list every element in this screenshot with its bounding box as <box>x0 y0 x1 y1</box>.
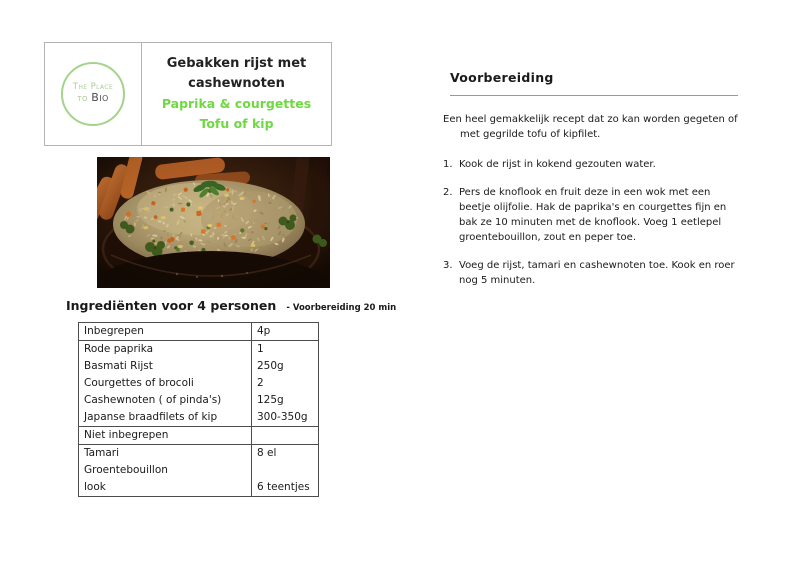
recipe-title: Gebakken rijst met cashewnoten <box>166 56 307 92</box>
logo-line1: The Place <box>72 81 114 92</box>
ingredient-name: Courgettes of brocoli <box>84 377 194 389</box>
step-text: Kook de rijst in kokend gezouten water. <box>459 159 656 170</box>
step-text: Pers de knoflook en fruit deze in een wok met een beetje olijfolie. Hak de paprika's en courgettes fijn en bak ze 10 minuten met de knoflook. Voeg 1 eetlepel groentebouillon, zout en peper toe. <box>459 187 727 243</box>
ingredient-qty: 8 el <box>252 445 319 463</box>
preparation-intro: Een heel gemakkelijk recept dat zo kan worden gegeten of met gegrilde tofu of kipfilet. <box>443 114 738 140</box>
ingredient-qty: 4p <box>252 323 319 341</box>
ingredient-row <box>79 358 319 375</box>
ingredient-row <box>79 392 319 409</box>
ingredient-name: Niet inbegrepen <box>84 429 169 441</box>
ingredient-qty: 125g <box>252 392 319 409</box>
logo-brand: Bio <box>91 91 109 105</box>
ingredient-name: look <box>84 481 106 493</box>
fried-rice-photo-illustration <box>97 157 330 288</box>
preparation-section <box>443 70 742 288</box>
ingredient-qty: 250g <box>252 358 319 375</box>
recipe-subtitle-1: Paprika & courgettes <box>161 96 312 112</box>
ingredients-heading-note: - Voorbereiding 20 min <box>286 303 397 313</box>
ingredients-heading-main: Ingrediënten voor 4 personen <box>66 298 277 313</box>
title-cell <box>142 43 331 145</box>
ingredient-name: Cashewnoten ( of pinda's) <box>84 394 222 406</box>
recipe-header-box <box>44 42 332 146</box>
ingredients-section-0 <box>79 323 319 341</box>
ingredient-name: Inbegrepen <box>84 325 144 337</box>
ingredient-name: Basmati Rijst <box>84 360 153 372</box>
ingredient-qty <box>252 427 319 445</box>
ingredient-qty: 300-350g <box>252 409 319 427</box>
heading-rule <box>450 95 738 96</box>
ingredients-section-2 <box>79 427 319 445</box>
logo-line2: to Bio <box>77 91 109 105</box>
step-number: 2. <box>443 187 453 198</box>
ingredient-qty: 2 <box>252 375 319 392</box>
ingredient-qty <box>252 462 319 479</box>
preparation-steps <box>443 157 742 288</box>
ingredient-name: Japanse braadfilets of kip <box>84 411 218 423</box>
prep-step-1 <box>443 157 742 172</box>
ingredient-row <box>79 323 319 341</box>
ingredient-row <box>79 427 319 445</box>
step-number: 1. <box>443 159 453 170</box>
ingredients-heading <box>66 295 396 314</box>
ingredients-section-3 <box>79 445 319 497</box>
ingredient-qty: 6 teentjes <box>252 479 319 497</box>
ingredient-qty: 1 <box>252 341 319 359</box>
ingredient-name: Rode paprika <box>84 343 154 355</box>
preparation-heading: Voorbereiding <box>450 70 554 85</box>
ingredient-name: Tamari <box>84 447 120 459</box>
ingredients-section-1 <box>79 341 319 427</box>
step-text: Voeg de rijst, tamari en cashewnoten toe. Kook en roer nog 5 minuten. <box>459 260 735 286</box>
brand-logo <box>61 62 125 126</box>
ingredient-row <box>79 462 319 479</box>
logo-cell <box>45 43 142 145</box>
recipe-subtitle-2: Tofu of kip <box>199 116 274 132</box>
prep-step-2 <box>443 185 742 245</box>
ingredient-row <box>79 341 319 359</box>
ingredient-row <box>79 479 319 497</box>
prep-step-3 <box>443 258 742 288</box>
ingredient-row <box>79 445 319 463</box>
ingredient-name: Groentebouillon <box>84 464 168 476</box>
ingredients-table <box>78 322 319 497</box>
step-number: 3. <box>443 260 453 271</box>
ingredient-row <box>79 409 319 427</box>
recipe-photo <box>97 157 330 288</box>
ingredient-row <box>79 375 319 392</box>
